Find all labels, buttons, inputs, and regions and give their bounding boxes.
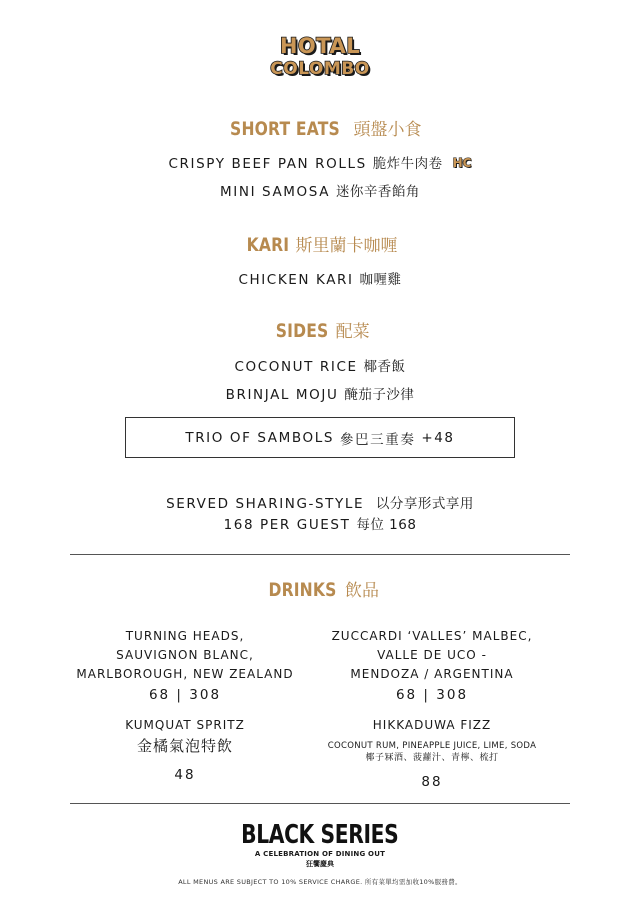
serving-zh: 以分享形式享用 — [375, 496, 474, 512]
drink-name-zh: 金橘氣泡特飲 — [136, 737, 233, 755]
section-sides — [0, 317, 640, 342]
drink-hikkaduwa-fizz — [292, 716, 572, 792]
section-title-zh: 頭盤小食 — [353, 120, 422, 140]
per-guest-price-line — [0, 513, 640, 533]
menu-item-mini-samosa — [0, 180, 640, 200]
section-kari — [0, 231, 640, 256]
hotal-colombo-logo — [264, 34, 376, 92]
drink-price: 68 | 308 — [148, 687, 222, 703]
service-charge-footer: ALL MENUS ARE SUBJECT TO 10% SERVICE CHARGE. 所有菜單均需加收10%服務費。 — [178, 878, 462, 886]
drink-line: VALLE DE UCO - — [377, 648, 487, 662]
brand-tagline-zh: 狂饗慶典 — [306, 860, 334, 868]
menu-item-brinjal-moju — [0, 383, 640, 403]
per-guest-zh: 每位 168 — [356, 517, 417, 533]
menu-item-coconut-rice — [0, 355, 640, 375]
logo-line-2: COLOMBO — [270, 59, 370, 79]
drink-line: ZUCCARDI ‘VALLES’ MALBEC, — [331, 629, 533, 643]
drink-line: TURNING HEADS, — [125, 629, 245, 643]
drink-line: MENDOZA / ARGENTINA — [350, 667, 514, 681]
per-guest-en: 168 PER GUEST — [223, 517, 351, 533]
item-name-en: BRINJAL MOJU — [225, 387, 339, 403]
drink-description-zh: 椰子冧酒、菠蘿汁、青檸、梳打 — [365, 753, 499, 763]
section-title-en: DRINKS — [268, 579, 337, 601]
item-name-zh: 醃茄子沙律 — [344, 387, 415, 403]
section-title-zh: 飲品 — [345, 581, 380, 601]
drink-zuccardi — [307, 627, 557, 705]
item-name-zh: 咖喱雞 — [359, 272, 402, 288]
item-name-zh: 迷你辛香餡角 — [335, 184, 420, 200]
item-name-zh: 脆炸牛肉卷 — [372, 156, 443, 172]
menu-item-chicken-kari — [0, 268, 640, 288]
item-name-en: COCONUT RICE — [234, 359, 358, 375]
serving-style-line — [0, 492, 640, 512]
hc-badge-icon: HC — [452, 156, 472, 170]
drink-price: 48 — [174, 767, 196, 783]
item-name-en: CHICKEN KARI — [238, 272, 354, 288]
brand-tagline: A CELEBRATION OF DINING OUT — [254, 850, 386, 858]
drink-price: 88 — [421, 774, 443, 790]
logo-line-1: HOTAL — [279, 34, 361, 58]
drink-kumquat-spritz — [60, 716, 310, 785]
item-price: +48 — [421, 429, 455, 446]
divider-top — [70, 554, 570, 555]
item-name-zh: 參巴三重奏 — [339, 431, 416, 448]
menu-item-crispy-beef — [0, 152, 640, 172]
brand-title: BLACK SERIES — [241, 820, 399, 850]
drink-price: 68 | 308 — [395, 687, 469, 703]
item-name-en: MINI SAMOSA — [220, 184, 331, 200]
drink-line: SAUVIGNON BLANC, — [116, 648, 254, 662]
item-name-zh: 椰香飯 — [363, 359, 406, 375]
black-series-brand — [0, 820, 640, 869]
section-short-eats — [0, 115, 640, 140]
drink-name: HIKKADUWA FIZZ — [372, 718, 492, 732]
drink-line: MARLBOROUGH, NEW ZEALAND — [76, 667, 294, 681]
section-drinks — [0, 576, 640, 601]
item-name-en: TRIO OF SAMBOLS — [185, 429, 335, 446]
section-title-zh: 配菜 — [335, 322, 370, 342]
drink-description: COCONUT RUM, PINEAPPLE JUICE, LIME, SODA — [327, 741, 537, 751]
drink-name: KUMQUAT SPRITZ — [125, 718, 245, 732]
section-title-en: SHORT EATS — [230, 118, 341, 140]
section-title-zh: 斯里蘭卡咖喱 — [295, 236, 398, 256]
section-title-en: KARI — [247, 234, 290, 256]
trio-of-sambols-box — [125, 417, 515, 458]
section-title-en: SIDES — [276, 320, 329, 342]
serving-en: SERVED SHARING-STYLE — [166, 496, 365, 512]
item-name-en: CRISPY BEEF PAN ROLLS — [168, 156, 367, 172]
divider-bottom — [70, 803, 570, 804]
drink-turning-heads — [60, 627, 310, 705]
